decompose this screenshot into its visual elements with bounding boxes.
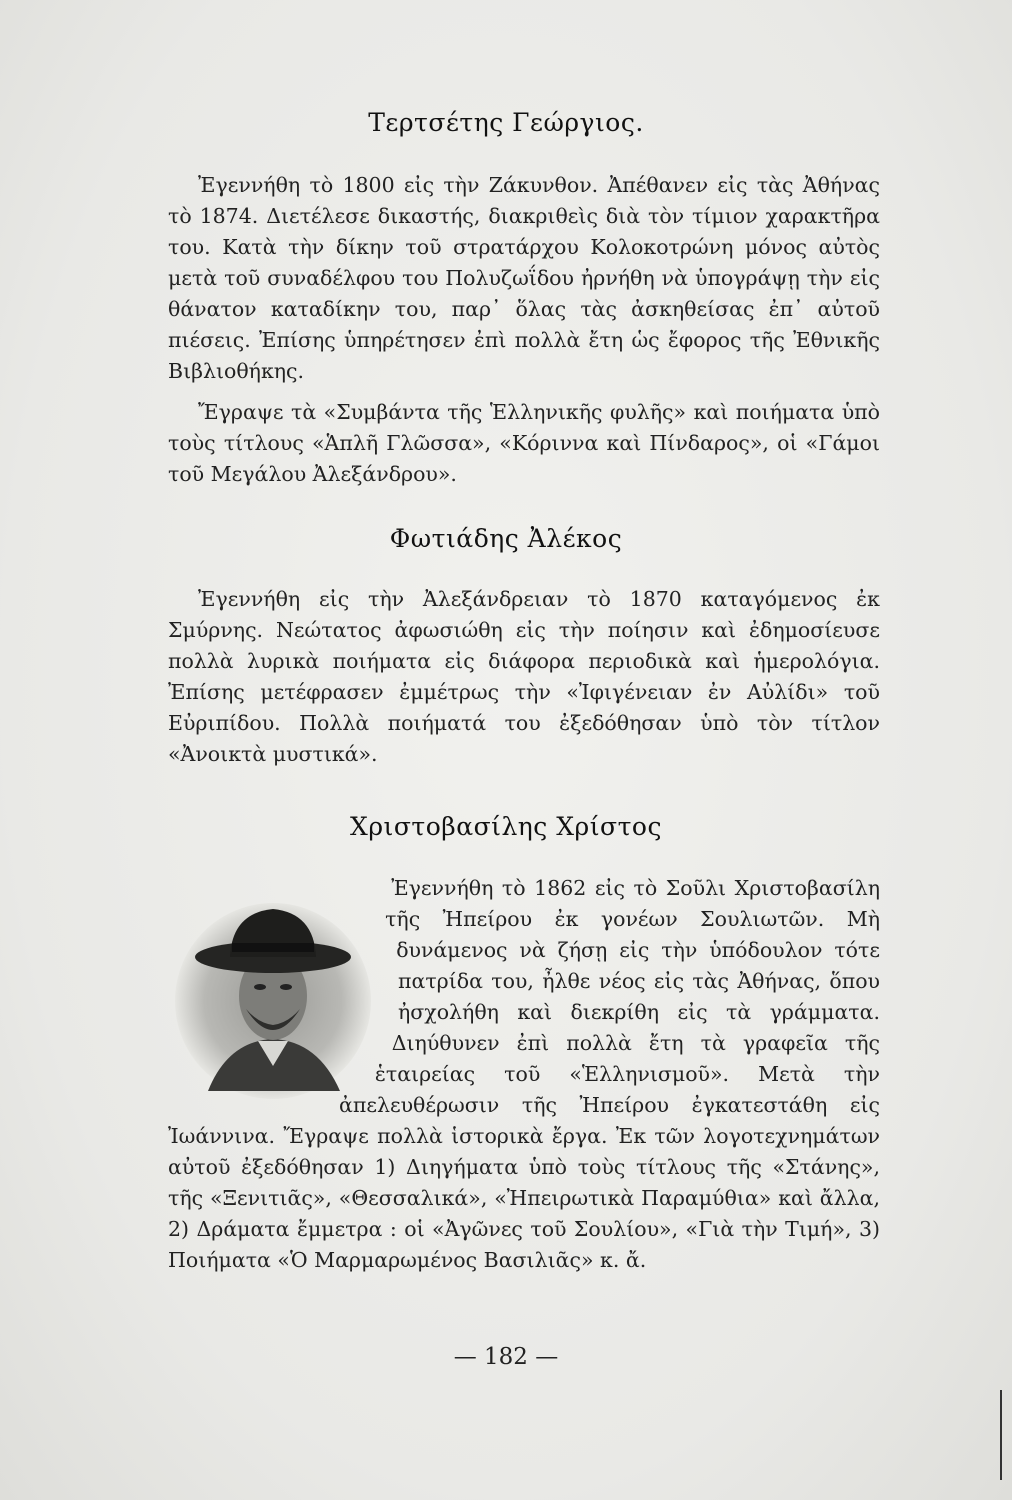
section-title-tertsetis: Τερτσέτης Γεώργιος. — [368, 108, 644, 137]
page-edge-mark — [1000, 1390, 1002, 1480]
paragraph-christovasilis-bio — [168, 873, 880, 1276]
portrait-photo-icon — [168, 891, 378, 1101]
paragraph-tertsetis-works — [168, 397, 880, 490]
page-number: — 182 — — [453, 1344, 559, 1370]
paragraph-text: Ἐγεννήθη τὸ 1862 εἰς τὸ Σοῦλι Χριστοβασίλη τῆς Ἠπείρου ἐκ γονέων Σουλιωτῶν. Μὴ δυνάμενος νὰ ζήσῃ εἰς τὴν ὑπόδουλον τότε πατρίδα του, ἦλθε νέος εἰς τὰς Ἀθήνας, ὅπου ἠσχολήθη καὶ διεκρίθη εἰς τὰ γράμματα. Διηύθυνεν ἐπὶ πολλὰ ἔτη τὰ γραφεῖα τῆς ἑταιρείας τοῦ «Ἑλληνισμοῦ». Μετὰ τὴν ἀπελευθέρωσιν τῆς Ἠπείρου ἐγκατεστάθη εἰς Ἰωάννινα. Ἔγραψε πολλὰ ἱστορικὰ ἔργα. Ἐκ τῶν λογοτεχνημάτων αὐτοῦ ἐξεδόθησαν 1) Διηγήματα ὑπὸ τοὺς τίτλους τῆς «Στάνης», τῆς «Ξενιτιᾶς», «Θεσσαλικά», «Ἠπειρωτικὰ Παραμύθια» καὶ ἄλλα, 2) Δράματα ἔμμετρα : οἱ «Ἀγῶνες τοῦ Σουλίου», «Γιὰ τὴν Τιμή», 3) Ποιήματα «Ὁ Μαρμαρωμένος Βασιλιᾶς» κ. ἄ. — [168, 876, 880, 1272]
section-title-christovasilis: Χριστοβασίλης Χρίστος — [350, 812, 662, 841]
paragraph-text: Ἐγεννήθη τὸ 1800 εἰς τὴν Ζάκυνθον. Ἀπέθανεν εἰς τὰς Ἀθήνας τὸ 1874. Διετέλεσε δικαστής, διακριθεὶς διὰ τὸν τίμιον χαρακτῆρα του. Κατὰ τὴν δίκην τοῦ στρατάρχου Κολοκοτρώνη μόνος αὐτὸς μετὰ τοῦ συναδέλφου του Πολυζωΐδου ἠρνήθη νὰ ὑπογράψῃ τὴν εἰς θάνατον καταδίκην του, παρ᾿ ὅλας τὰς ἀσκηθείσας ἐπ᾿ αὐτοῦ πιέσεις. Ἐπίσης ὑπηρέτησεν ἐπὶ πολλὰ ἔτη ὡς ἔφορος τῆς Ἐθνικῆς Βιβλιοθήκης. — [168, 173, 880, 383]
section-title-fotiadis: Φωτιάδης Ἀλέκος — [389, 524, 623, 553]
paragraph-fotiadis-bio — [168, 584, 880, 770]
paragraph-text: Ἔγραψε τὰ «Συμβάντα τῆς Ἑλληνικῆς φυλῆς» καὶ ποιήματα ὑπὸ τοὺς τίτλους «Ἁπλῆ Γλῶσσα», «Κόριννα καὶ Πίνδαρος», οἱ «Γάμοι τοῦ Μεγάλου Ἀλεξάνδρου». — [168, 400, 880, 486]
paragraph-tertsetis-bio — [168, 170, 880, 387]
paragraph-text: Ἐγεννήθη εἰς τὴν Ἀλεξάνδρειαν τὸ 1870 καταγόμενος ἐκ Σμύρνης. Νεώτατος ἀφωσιώθη εἰς τὴν ποίησιν καὶ ἐδημοσίευσε πολλὰ λυρικὰ ποιήματα εἰς διάφορα περιοδικὰ καὶ ἡμερολόγια. Ἐπίσης μετέφρασεν ἐμμέτρως τὴν «Ἰφιγένειαν ἐν Αὐλίδι» τοῦ Εὐριπίδου. Πολλὰ ποιήματά του ἐξεδόθησαν ὑπὸ τὸν τίτλον «Ἀνοικτὰ μυστικά». — [168, 587, 880, 766]
